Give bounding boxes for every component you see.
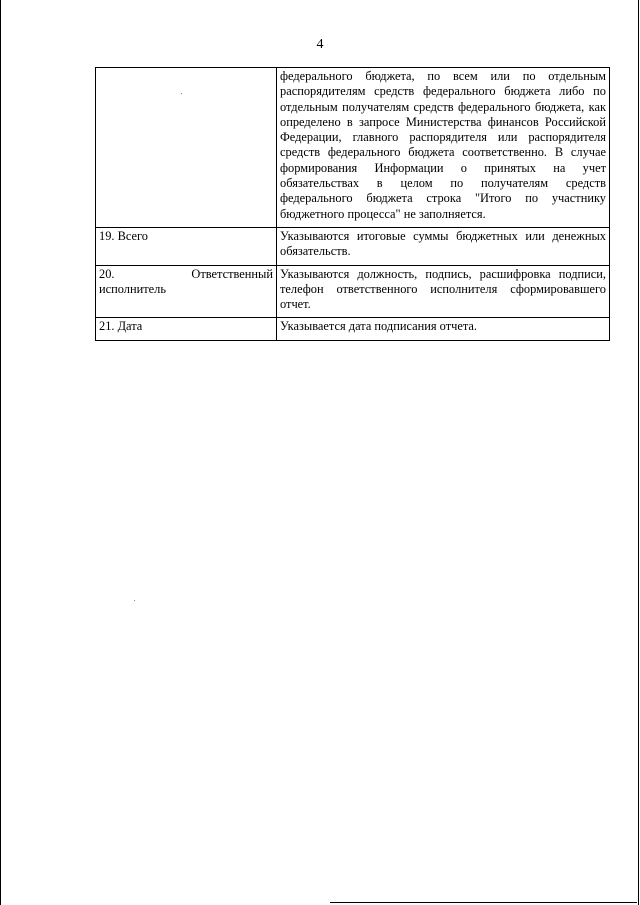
table-row — [96, 68, 610, 228]
row-description-cell: Указываются должность, подпись, расшифровка подписи, телефон ответственного исполнителя сформировавшего отчет. — [277, 265, 610, 318]
row-description-cell: федерального бюджета, по всем или по отдельным распорядителям средств федерального бюджета либо по отдельным получателям средств федерального бюджета, как определено в запросе Министерства финансов Российской Федерации, главного распорядителя или распорядителя средств федерального бюджета соответственно. В случае формирования Информации о принятых на учет обязательствах в целом по получателям средств федерального бюджета строка "Итого по участнику бюджетного процесса" не заполняется. — [277, 68, 610, 228]
table-row — [96, 318, 610, 340]
row-label-cell: 19. Всего — [96, 227, 277, 265]
row-label-line-1 — [99, 267, 273, 282]
row-label-number: 20. — [99, 266, 115, 281]
row-label-word: Ответственный — [191, 266, 273, 281]
row-description-cell: Указывается дата подписания отчета. — [277, 318, 610, 340]
table-row — [96, 265, 610, 318]
table-row — [96, 227, 610, 265]
row-description-cell: Указываются итоговые суммы бюджетных или денежных обязательств. — [277, 227, 610, 265]
row-label-line-2: исполнитель — [99, 281, 166, 296]
row-label-cell — [96, 68, 277, 228]
row-label-cell: 21. Дата — [96, 318, 277, 340]
instructions-table — [95, 67, 610, 341]
scan-edge-bottom — [330, 902, 637, 903]
scan-edge-right — [638, 0, 639, 905]
scan-speck — [134, 600, 135, 601]
row-label-cell — [96, 265, 277, 318]
scan-edge-left — [0, 0, 1, 905]
page-number: 4 — [316, 37, 324, 52]
